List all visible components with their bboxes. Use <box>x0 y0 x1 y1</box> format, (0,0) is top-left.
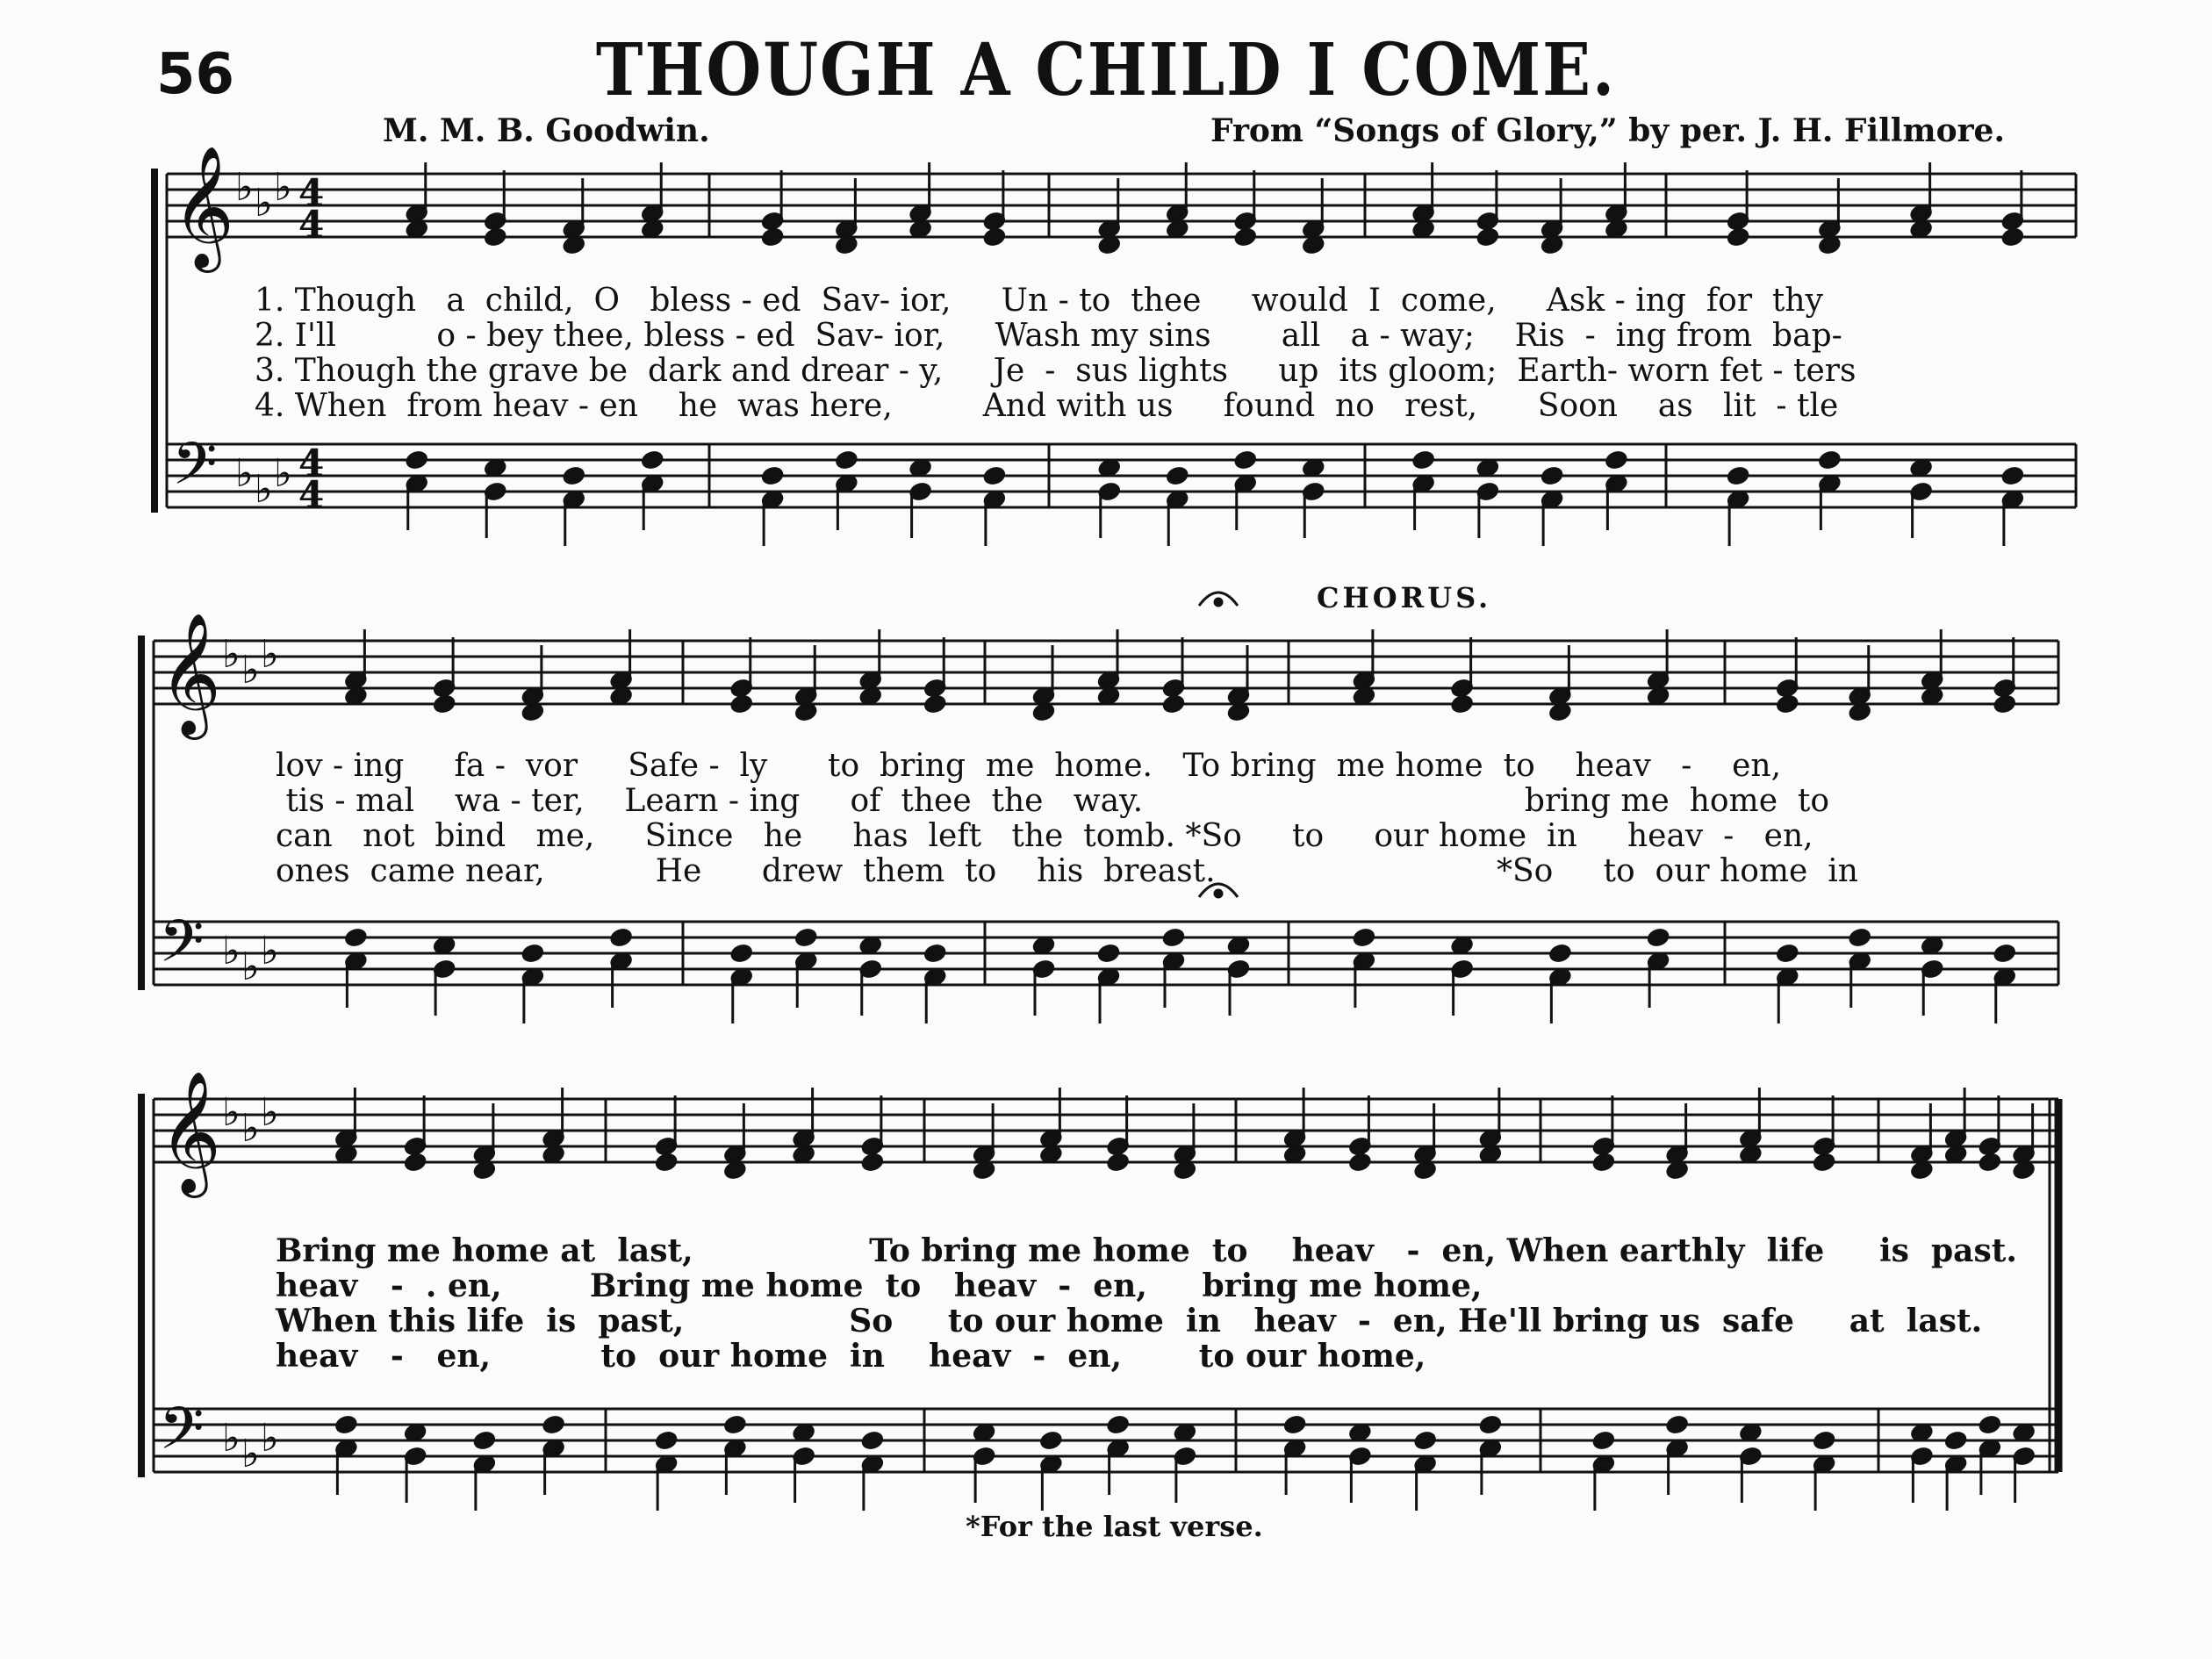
note-head <box>2001 227 2024 248</box>
footnote: *For the last verse. <box>966 1510 1263 1543</box>
lyric-line: heav - . en, Bring me home to heav - en, bring me home, <box>276 1268 1483 1304</box>
flat-icon: ♭ <box>222 632 241 677</box>
lyric-line: heav - en, to our home in heav - en, to our home, <box>276 1338 1426 1375</box>
note-head <box>1979 1153 2001 1173</box>
flat-icon: ♭ <box>241 648 260 693</box>
note-head <box>641 450 664 470</box>
note-head <box>1107 1415 1130 1435</box>
note-head <box>610 928 633 948</box>
flat-icon: ♭ <box>235 451 254 496</box>
page-number: 56 <box>156 42 235 107</box>
note-head <box>1414 1431 1437 1451</box>
note-head <box>1451 694 1474 715</box>
lyric-line: tis - mal wa - ter, Learn - ing of thee the way. bring me home to <box>276 783 1830 819</box>
note-head <box>1993 944 2016 964</box>
note-head <box>861 1431 884 1451</box>
note-head <box>1813 1153 1835 1173</box>
lyric-line: When this life is past, So to our home in heav - en, He'll bring us safe at last. <box>276 1303 1983 1339</box>
note-head <box>1234 227 1257 248</box>
note-head <box>334 1415 357 1435</box>
treble-clef-icon: 𝄞 <box>159 1071 221 1193</box>
flat-icon: ♭ <box>222 929 241 973</box>
treble-clef-icon: 𝄞 <box>159 613 221 735</box>
note-head <box>1548 944 1571 964</box>
flat-icon: ♭ <box>241 944 260 989</box>
note-head <box>1162 928 1185 948</box>
note-head <box>563 466 585 486</box>
note-head <box>861 1153 884 1173</box>
treble-clef-icon: 𝄞 <box>172 146 234 268</box>
note-head <box>1944 1431 1967 1451</box>
note-head <box>1234 450 1257 470</box>
time-signature: 4 <box>298 473 325 516</box>
lyric-line: 1. Though a child, O bless - ed Sav- ior, Un - to thee would I come, Ask - ing for thy <box>255 283 1823 319</box>
flat-icon: ♭ <box>274 451 292 496</box>
lyric-line: ones came near, He drew them to his breast. *So to our home in <box>276 853 1858 889</box>
note-head <box>730 694 753 715</box>
note-head <box>1476 227 1499 248</box>
note-head <box>1592 1153 1615 1173</box>
source-credit: From “Songs of Glory,” by per. J. H. Fillmore. <box>1210 112 2005 149</box>
note-head <box>473 1431 496 1451</box>
note-head <box>521 944 544 964</box>
flat-icon: ♭ <box>274 165 292 210</box>
note-head <box>1162 694 1185 715</box>
time-signature: 4 <box>298 442 325 485</box>
note-head <box>794 928 817 948</box>
lyric-line: 3. Though the grave be dark and drear - y, Je - sus lights up its gloom; Earth- worn fet - ters <box>255 353 1856 389</box>
note-head <box>1605 450 1627 470</box>
chorus-label: CHORUS. <box>1317 581 1492 614</box>
note-head <box>655 1431 678 1451</box>
flat-icon: ♭ <box>241 1432 260 1476</box>
lyric-line: 4. When from heav - en he was here, And with us found no rest, Soon as lit - tle <box>255 388 1839 424</box>
bass-clef-icon: 𝄢 <box>159 1395 205 1476</box>
note-head <box>1348 1153 1371 1173</box>
author-credit: M. M. B. Goodwin. <box>383 112 710 149</box>
note-head <box>723 1415 746 1435</box>
note-head <box>1727 227 1749 248</box>
note-head <box>1540 466 1563 486</box>
fermata-icon <box>1215 890 1222 897</box>
note-head <box>1412 450 1435 470</box>
note-head <box>1479 1415 1502 1435</box>
bass-clef-icon: 𝄢 <box>172 430 218 512</box>
note-head <box>761 466 784 486</box>
flat-icon: ♭ <box>261 1416 279 1461</box>
note-head <box>1097 944 1120 964</box>
note-head <box>1993 694 2016 715</box>
note-head <box>542 1415 565 1435</box>
bass-clef-icon: 𝄢 <box>159 908 205 989</box>
note-head <box>983 227 1006 248</box>
lyric-line: can not bind me, Since he has left the tomb. *So to our home in heav - en, <box>276 818 1813 854</box>
lyric-line: Bring me home at last, To bring me home to heav - en, When earthly life is past. <box>276 1232 2017 1269</box>
note-head <box>1666 1415 1689 1435</box>
note-head <box>1818 450 1841 470</box>
flat-icon: ♭ <box>235 165 254 210</box>
time-signature: 4 <box>298 171 325 214</box>
note-head <box>1166 466 1189 486</box>
note-head <box>1727 466 1749 486</box>
flat-icon: ♭ <box>255 181 273 226</box>
time-signature: 4 <box>298 203 325 246</box>
lyric-line: 2. I'll o - bey thee, bless - ed Sav- ior, Wash my sins all a - way; Ris - ing from bap- <box>255 318 1842 354</box>
flat-icon: ♭ <box>222 1416 241 1461</box>
note-head <box>923 694 946 715</box>
note-head <box>1592 1431 1615 1451</box>
fermata-icon <box>1215 599 1222 606</box>
note-head <box>761 227 784 248</box>
note-head <box>433 694 456 715</box>
note-head <box>484 227 506 248</box>
note-head <box>1039 1431 1062 1451</box>
lyric-line: lov - ing fa - vor Safe - ly to bring me home. To bring me home to heav - en, <box>276 748 1782 784</box>
flat-icon: ♭ <box>222 1090 241 1135</box>
note-head <box>983 466 1006 486</box>
note-head <box>1776 944 1799 964</box>
note-head <box>1813 1431 1835 1451</box>
note-head <box>404 1153 427 1173</box>
note-head <box>1979 1415 2001 1435</box>
note-head <box>344 928 367 948</box>
note-head <box>406 450 428 470</box>
flat-icon: ♭ <box>241 1106 260 1151</box>
flat-icon: ♭ <box>261 929 279 973</box>
note-head <box>923 944 946 964</box>
page-title: THOUGH A CHILD I COME. <box>595 25 1617 112</box>
flat-icon: ♭ <box>261 632 279 677</box>
note-head <box>655 1153 678 1173</box>
note-head <box>1107 1153 1130 1173</box>
note-head <box>1283 1415 1306 1435</box>
note-head <box>1353 928 1375 948</box>
note-head <box>2001 466 2024 486</box>
note-head <box>1849 928 1871 948</box>
note-head <box>1776 694 1799 715</box>
note-head <box>730 944 753 964</box>
note-head <box>835 450 858 470</box>
flat-icon: ♭ <box>261 1090 279 1135</box>
note-head <box>1647 928 1670 948</box>
flat-icon: ♭ <box>255 467 273 512</box>
